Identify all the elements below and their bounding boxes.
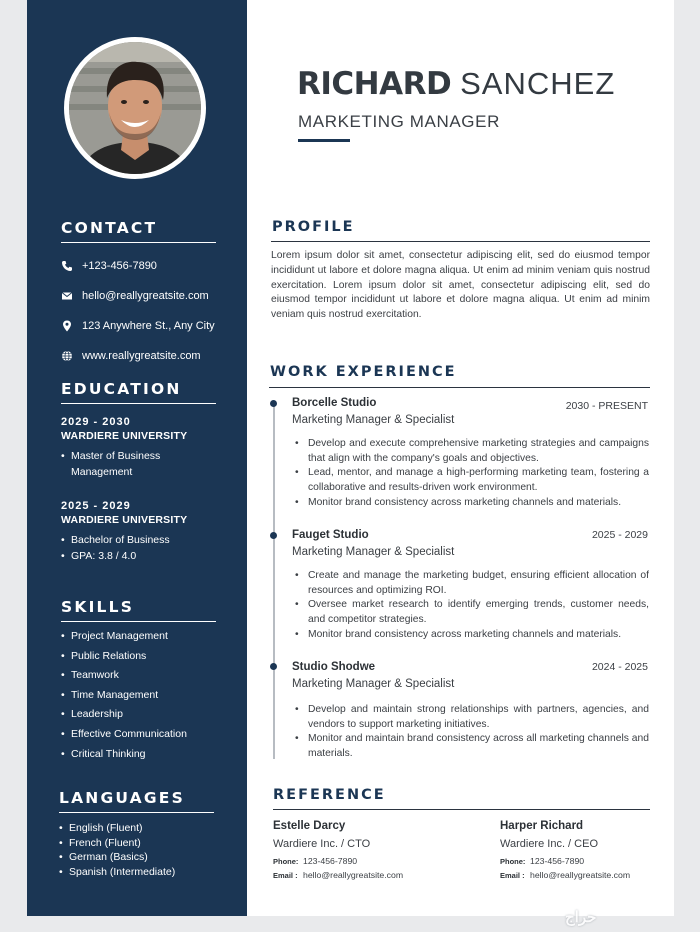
skill-item: • Leadership	[61, 705, 216, 725]
contact-phone	[61, 258, 216, 273]
reference-heading: REFERENCE	[273, 787, 386, 803]
contact-website-text: www.reallygreatsite.com	[82, 349, 201, 362]
job-bullet: • Monitor and maintain brand consistency across all marketing channels and materials.	[293, 732, 649, 761]
resume-page	[27, 0, 674, 916]
reference-email-value: hello@reallygreatsite.com	[530, 870, 631, 880]
contact-email-text: hello@reallygreatsite.com	[82, 289, 209, 302]
reference-email	[273, 870, 443, 881]
location-pin-icon	[61, 320, 73, 332]
mail-icon	[61, 290, 73, 302]
job-title: Marketing Manager & Specialist	[292, 678, 455, 690]
skill-item: • Project Management	[61, 627, 216, 647]
profile-heading: PROFILE	[272, 219, 355, 235]
education-heading: EDUCATION	[61, 380, 216, 404]
timeline-dot	[270, 400, 277, 407]
skills-section	[61, 598, 216, 764]
languages-heading: LANGUAGES	[59, 789, 214, 813]
reference-phone-value: 123-456-7890	[530, 856, 585, 866]
education-university: WARDIERE UNIVERSITY	[61, 430, 188, 442]
reference-org: Wardiere Inc. / CEO	[500, 838, 599, 850]
skill-item: • Teamwork	[61, 666, 216, 686]
job-dates: 2025 - 2029	[591, 529, 648, 541]
timeline-dot	[270, 663, 277, 670]
profile-rule	[271, 241, 650, 242]
education-details	[61, 448, 216, 480]
contact-website	[61, 348, 216, 363]
reference-rule	[273, 809, 650, 810]
reference-org: Wardiere Inc. / CTO	[273, 838, 371, 850]
skills-list	[61, 627, 216, 764]
skill-item: • Time Management	[61, 686, 216, 706]
reference-email-label: Email :	[273, 871, 298, 880]
job-bullet: • Develop and maintain strong relationships with partners, agencies, and vendors to support marketing initiatives.	[293, 703, 649, 732]
phone-icon	[61, 260, 73, 272]
role-underline	[298, 139, 350, 142]
job-bullet: • Develop and execute comprehensive marketing strategies and campaigns that align with the company's goals and objectives.	[293, 437, 649, 466]
last-name: SANCHEZ	[460, 66, 616, 101]
job-bullets	[293, 569, 649, 643]
job-dates: 2024 - 2025	[591, 661, 648, 673]
education-university: WARDIERE UNIVERSITY	[61, 514, 188, 526]
language-item: • French (Fluent)	[59, 836, 214, 851]
contact-address-text: 123 Anywhere St., Any City	[82, 319, 215, 332]
job-company: Fauget Studio	[292, 529, 369, 541]
language-item: • English (Fluent)	[59, 821, 214, 836]
contact-heading: CONTACT	[61, 219, 216, 243]
education-details	[61, 532, 216, 564]
reference-name: Harper Richard	[500, 820, 584, 832]
timeline-dot	[270, 532, 277, 539]
reference-name: Estelle Darcy	[273, 820, 346, 832]
experience-timeline	[273, 403, 275, 759]
first-name: RICHARD	[297, 66, 452, 102]
job-company: Borcelle Studio	[292, 397, 377, 409]
education-entry	[61, 416, 216, 480]
watermark: حراج	[565, 909, 597, 926]
reference-email-label: Email :	[500, 871, 525, 880]
job-bullet: • Monitor brand consistency across marketing channels and materials.	[293, 496, 649, 511]
languages-section	[59, 789, 214, 880]
education-entry	[61, 500, 216, 564]
profile-text: Lorem ipsum dolor sit amet, consectetur adipiscing elit, sed do eiusmod tempor incididunt ut labore et dolore magna aliqua. Ut enim ad minim veniam quis nostrud exercitation. Lorem ipsum dolor sit amet, consectetur adipiscing elit, sed do eiusmod tempor incididunt ut labore et dolore magna aliqua. Ut enim ad minim veniam quis nostrud exercitation.	[271, 250, 650, 321]
job-bullet: • Oversee market research to identify emerging trends, customer needs, and competitor strategies.	[293, 598, 649, 627]
globe-icon	[61, 350, 73, 362]
education-section	[61, 380, 216, 564]
reference-card	[500, 820, 670, 881]
job-bullet: • Create and manage the marketing budget, ensuring efficient allocation of resources and optimizing ROI.	[293, 569, 649, 598]
reference-phone	[500, 856, 670, 867]
job-title: Marketing Manager & Specialist	[292, 546, 455, 558]
education-years: 2029 - 2030	[61, 416, 131, 428]
reference-phone-label: Phone:	[273, 857, 299, 866]
job-bullet: • Monitor brand consistency across marketing channels and materials.	[293, 628, 649, 643]
contact-phone-text: +123-456-7890	[82, 259, 157, 272]
skill-item: • Effective Communication	[61, 725, 216, 745]
skills-heading: SKILLS	[61, 598, 216, 622]
experience-rule	[269, 387, 650, 388]
education-detail: • Bachelor of Business	[61, 532, 216, 548]
language-item: • Spanish (Intermediate)	[59, 865, 214, 880]
reference-phone-value: 123-456-7890	[303, 856, 358, 866]
job-bullets	[293, 437, 649, 511]
skill-item: • Public Relations	[61, 647, 216, 667]
education-detail: • Master of Business Management	[61, 448, 216, 480]
contact-section	[61, 219, 216, 363]
skill-item: • Critical Thinking	[61, 745, 216, 765]
reference-phone	[273, 856, 443, 867]
full-name	[297, 66, 615, 102]
reference-phone-label: Phone:	[500, 857, 526, 866]
experience-heading: WORK EXPERIENCE	[270, 364, 457, 380]
language-item: • German (Basics)	[59, 850, 214, 865]
languages-list	[59, 821, 214, 880]
contact-address	[61, 318, 216, 333]
job-bullets	[293, 703, 649, 762]
job-company: Studio Shodwe	[292, 661, 376, 673]
sidebar	[27, 0, 247, 916]
reference-email-value: hello@reallygreatsite.com	[303, 870, 404, 880]
job-role: MARKETING MANAGER	[298, 112, 500, 131]
reference-card	[273, 820, 443, 881]
job-bullet: • Lead, mentor, and manage a high-performing marketing team, fostering a collaborative and results-driven work environment.	[293, 466, 649, 495]
avatar	[64, 37, 206, 179]
job-dates: 2030 - PRESENT	[565, 400, 648, 412]
education-detail: • GPA: 3.8 / 4.0	[61, 548, 216, 564]
portrait-image	[69, 42, 201, 174]
reference-email	[500, 870, 670, 881]
contact-email	[61, 288, 216, 303]
job-title: Marketing Manager & Specialist	[292, 414, 455, 426]
education-years: 2025 - 2029	[61, 500, 131, 512]
